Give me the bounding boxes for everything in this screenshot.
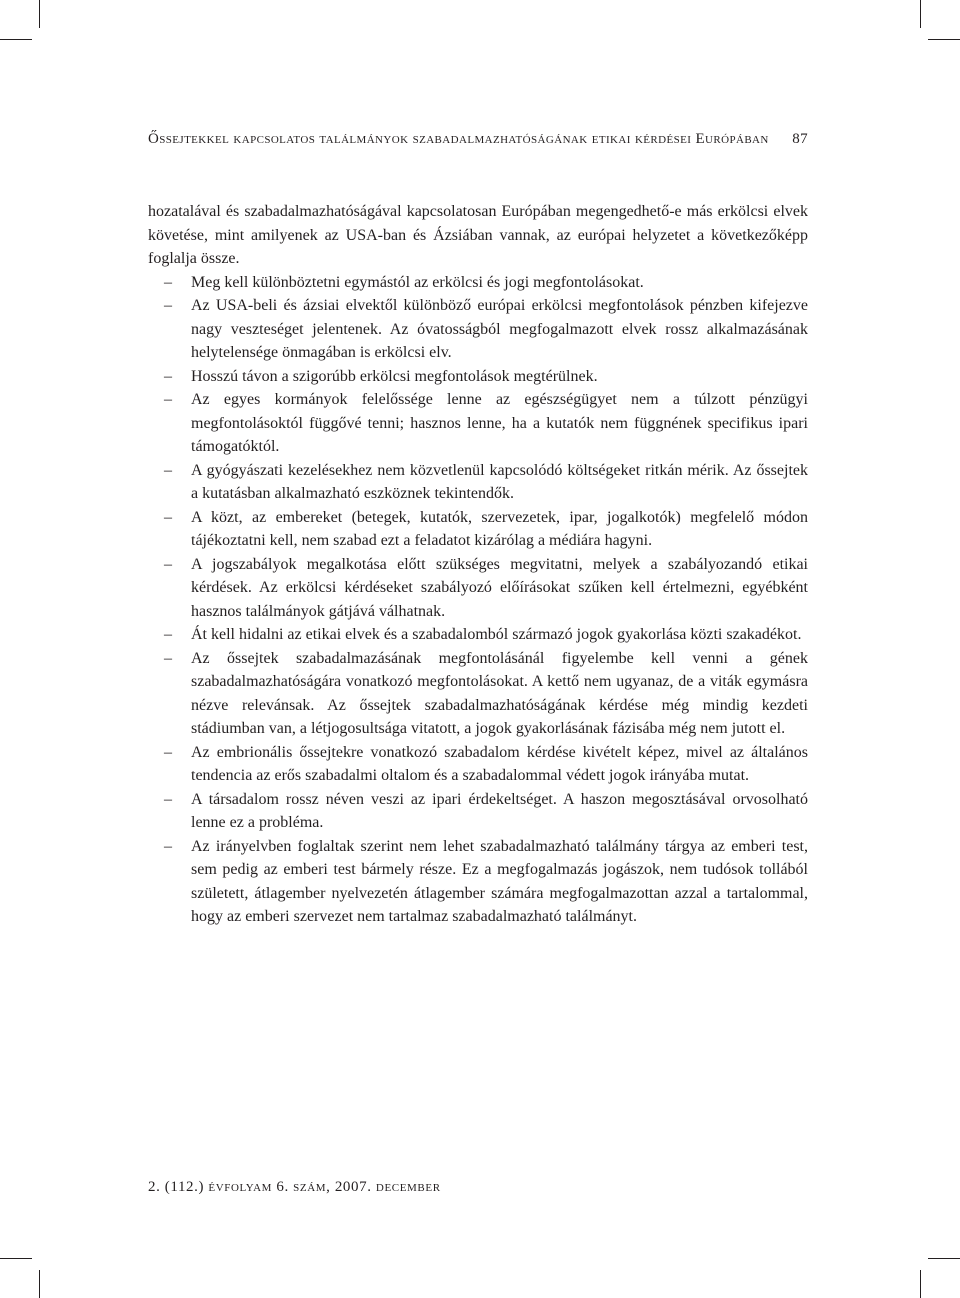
crop-mark-top-right xyxy=(920,0,921,28)
crop-mark-left-bottom xyxy=(0,1258,32,1259)
dash-marker: – xyxy=(164,555,172,573)
list-item xyxy=(148,647,808,741)
list-item xyxy=(148,271,808,295)
crop-mark-right-top xyxy=(928,39,960,40)
dash-marker: – xyxy=(164,508,172,526)
list-item-text: Az irányelvben foglaltak szerint nem lehet szabadalmazható találmány tárgya az emberi test, sem pedig az emberi test bármely része. Ez a megfogalmazás jogászok, nem tudósok tollából született, átlagember nyelvezetén átlagember számára megfogalmazottan azzal a tartalommal, hogy az emberi szervezet nem tartalmaz szabadalmazható találmányt. xyxy=(191,837,808,925)
list-item xyxy=(148,835,808,929)
dash-marker: – xyxy=(164,626,172,643)
list-item xyxy=(148,459,808,506)
list-item-text: Hosszú távon a szigorúbb erkölcsi megfontolások megtérülnek. xyxy=(191,367,598,385)
list-item xyxy=(148,741,808,788)
bullet-list xyxy=(148,271,808,929)
crop-mark-bottom-left xyxy=(39,1270,40,1298)
dash-marker: – xyxy=(164,297,172,314)
intro-paragraph: hozatalával és szabadalmazhatóságával kapcsolatosan Európában megengedhető-e más erkölcsi elvek követése, mint amilyenek az USA-ban és Ázsiában vannak, az európai helyzetet a következőképp foglalja össze. xyxy=(148,203,808,267)
main-text xyxy=(148,200,808,929)
footer-issue-line: 2. (112.) évfolyam 6. szám, 2007. december xyxy=(148,1179,441,1195)
list-item-text: Az embrionális őssejtekre vonatkozó szabadalom kérdése kivételt képez, mivel az általános tendencia az erős szabadalmi oltalom és a szabadalommal védett jogok irányába mutat. xyxy=(191,743,808,784)
page-number: 87 xyxy=(792,131,808,147)
dash-marker: – xyxy=(164,790,172,808)
list-item-text: A jogszabályok megalkotása előtt szükséges megvitatni, melyek a szabályozandó etikai kérdések. Az erkölcsi kérdéseket szabályozó előírásokat szűken kell értelmezni, egyébként hasznos találmányok gátjává válhatnak. xyxy=(191,555,808,620)
list-item xyxy=(148,553,808,624)
crop-mark-bottom-right xyxy=(920,1270,921,1298)
dash-marker: – xyxy=(164,273,172,291)
list-item-text: Az USA-beli és ázsiai elvektől különböző európai erkölcsi megfontolások pénzben kifejezve nagy veszteséget jelentenek. Az óvatosságból megfogalmazott elvek rossz alkalmazásának helytelensége önmagában is erkölcsi elv. xyxy=(191,297,808,361)
dash-marker: – xyxy=(164,367,172,385)
list-item-text: Az egyes kormányok felelőssége lenne az egészségügyet nem a túlzott pénzügyi megfontolásoktól függővé tenni; hasznos lenne, ha a kutatók nem függnének specifikus ipari támogatóktól. xyxy=(191,391,808,455)
list-item xyxy=(148,365,808,389)
running-title: Őssejtekkel kapcsolatos találmányok szabadalmazhatóságának etikai kérdései Európában xyxy=(148,131,769,147)
list-item-text: A társadalom rossz néven veszi az ipari érdekeltséget. A haszon megosztásával orvosolható lenne ez a probléma. xyxy=(191,790,808,831)
list-item-text: Meg kell különböztetni egymástól az erkölcsi és jogi megfontolásokat. xyxy=(191,273,644,291)
list-item xyxy=(148,506,808,553)
dash-marker: – xyxy=(164,743,172,761)
list-item xyxy=(148,623,808,647)
dash-marker: – xyxy=(164,649,172,667)
dash-marker: – xyxy=(164,461,172,479)
list-item xyxy=(148,388,808,459)
crop-mark-right-bottom xyxy=(928,1258,960,1259)
crop-mark-left-top xyxy=(0,39,32,40)
list-item-text: Az őssejtek szabadalmazásának megfontolásánál figyelembe kell venni a gének szabadalmazhatóságára vonatkozó megfontolásokat. A kettő nem ugyanaz, de a viták egymásra nézve relevánsak. Az őssejtek szabadalmazhatóságának kérdése még mindig kezdeti stádiumban van, a létjogosultsága vitatott, a jogok gyakorlásának fázisába még nem jutott el. xyxy=(191,649,808,737)
crop-mark-top-left xyxy=(39,0,40,28)
list-item-text: A közt, az embereket (betegek, kutatók, szervezetek, ipar, jogalkotók) megfelelő módon tájékoztatni kell, nem szabad ezt a feladatot kizárólag a médiára hagyni. xyxy=(191,508,808,549)
dash-marker: – xyxy=(164,391,172,408)
list-item-text: Át kell hidalni az etikai elvek és a szabadalomból származó jogok gyakorlása közti szakadékot. xyxy=(191,626,802,643)
dash-marker: – xyxy=(164,837,172,855)
list-item-text: A gyógyászati kezelésekhez nem közvetlenül kapcsolódó költségeket ritkán mérik. Az őssejtek a kutatásban alkalmazható eszköznek tekintendők. xyxy=(191,461,808,502)
list-item xyxy=(148,294,808,365)
list-item xyxy=(148,788,808,835)
